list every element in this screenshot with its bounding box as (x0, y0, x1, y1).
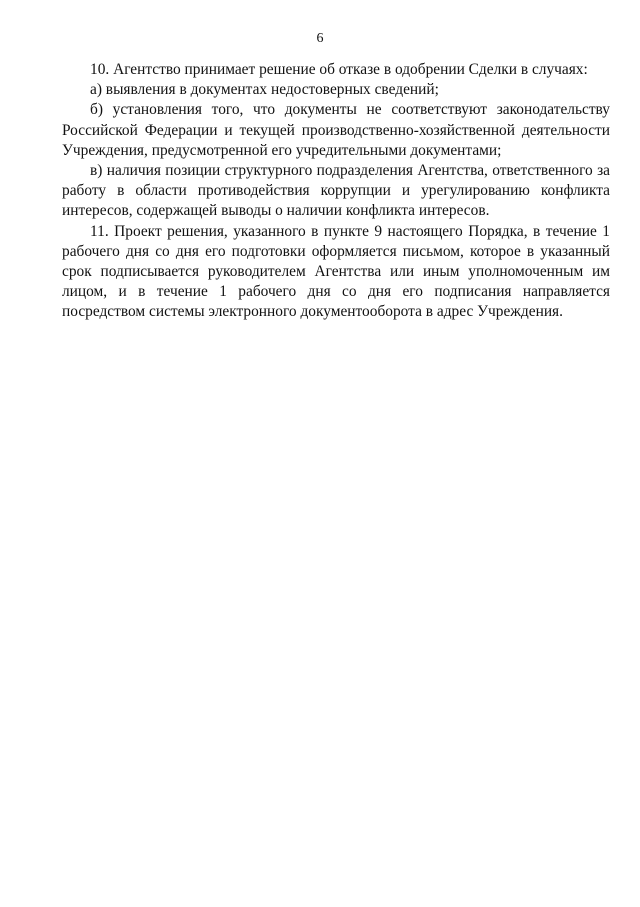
paragraph-10-item-a: а) выявления в документах недостоверных сведений; (90, 81, 439, 99)
page-number: 6 (316, 31, 324, 46)
paragraph-11: 11. Проект решения, указанного в пункте 9 настоящего Порядка, в течение 1 рабочего дня со дня его подготовки оформляется письмом, которое в указанный срок подписывается руководителем Агентства или иным уполномоченным им лицом, и в течение 1 рабочего дня со дня его подписания направляется посредством системы электронного документооборота в адрес Учреждения. (62, 222, 610, 321)
paragraph-10-item-v: в) наличия позиции структурного подразделения Агентства, ответственного за работу в области противодействия коррупции и урегулированию конфликта интересов, содержащей выводы о наличии конфликта интересов. (62, 162, 610, 220)
document-body (62, 60, 610, 323)
paragraph-10-item-b: б) установления того, что документы не соответствуют законодательству Российской Федерации и текущей производственно-хозяйственной деятельности Учреждения, предусмотренной его учредительными документами; (62, 101, 610, 159)
paragraph-10-intro: 10. Агентство принимает решение об отказе в одобрении Сделки в случаях: (90, 61, 588, 78)
